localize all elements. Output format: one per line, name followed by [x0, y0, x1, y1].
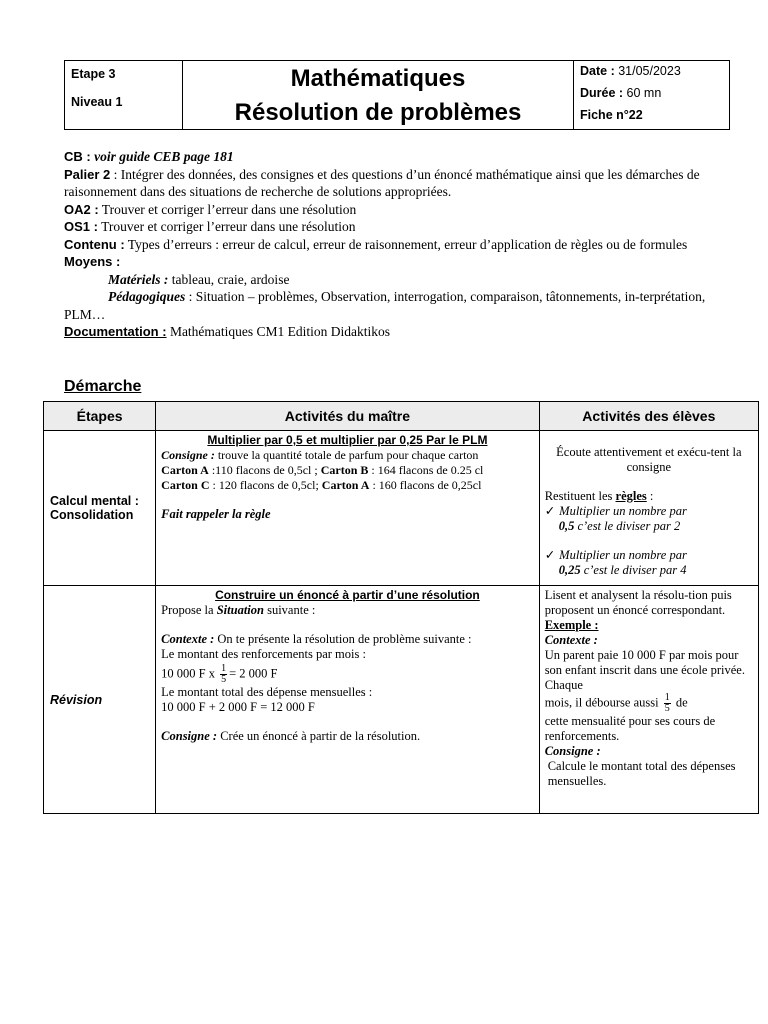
rule-1-line-a: Multiplier un nombre par — [559, 504, 687, 518]
carton-b-text: : 164 flacons de 0.25 cl — [368, 463, 484, 477]
calc-1-a: 10 000 F x — [161, 666, 219, 681]
check-icon: ✓ — [544, 548, 556, 562]
title-line-2: Résolution de problèmes — [234, 99, 522, 126]
exemple-text-line: Un parent paie 10 000 F par mois pour son enfant inscrit dans une école privée. Chaque — [544, 648, 745, 692]
stage-line: Calcul mental : — [50, 494, 139, 508]
maitre-cell-2 — [156, 586, 540, 814]
contexte2-label: Contexte : — [544, 633, 598, 647]
calc-line-2: 10 000 F + 2 000 F = 12 000 F — [161, 700, 315, 714]
documentation-label: Documentation : — [64, 324, 167, 339]
fiche-row — [580, 108, 723, 130]
restituent-line — [545, 489, 753, 504]
consigne-line — [161, 448, 534, 463]
palier-text: : Intégrer des données, des consignes et des questions d’un énoncé mathématique ainsi que les démarches de raisonnement dans des situations de recherche de solutions appropriées. — [64, 166, 700, 199]
niveau-label: Niveau 1 — [71, 95, 123, 109]
rule-1 — [545, 504, 753, 519]
carton-b-label: Carton B — [320, 463, 369, 477]
title-line-1: Mathématiques — [290, 65, 466, 92]
ecoute-text: Écoute attentivement et exécu-tent la consigne — [556, 445, 742, 474]
header-title — [183, 61, 574, 129]
date-label: Date : — [580, 64, 615, 78]
check-icon: ✓ — [544, 504, 556, 518]
table-header-row — [44, 402, 759, 431]
rule-1-rest: c’est le diviser par 2 — [574, 519, 681, 533]
contenu-text: Types d’erreurs : erreur de calcul, erreur de raisonnement, erreur d’application de règles ou de formules — [124, 236, 688, 252]
propose-line — [161, 603, 534, 618]
materiels-text: tableau, craie, ardoise — [168, 271, 290, 287]
consigne-text: Crée un énoncé à partir de la résolution. — [217, 729, 421, 743]
rule-1-b — [545, 519, 753, 534]
header-box — [64, 60, 730, 130]
consigne2-line — [545, 744, 753, 759]
contenu-line — [64, 236, 734, 254]
contexte-label: Contexte : — [161, 632, 215, 646]
contenu-label: Contenu : — [64, 236, 125, 252]
moyens-label: Moyens : — [64, 254, 121, 269]
header-activites-eleves: Activités des élèves — [539, 402, 758, 431]
fraction-num: 1 — [664, 692, 670, 703]
fraction-num: 1 — [221, 663, 227, 674]
demarche-table — [43, 401, 759, 814]
os1-label: OS1 : — [64, 219, 98, 234]
eleves-cell-1 — [539, 431, 758, 586]
consigne2-text: Calcule le montant total des dépenses mensuelles. — [547, 759, 736, 788]
exemple-mois: mois, il débourse aussi — [544, 695, 662, 710]
montant-line: Le montant des renforcements par mois : — [161, 647, 366, 661]
date-value: 31/05/2023 — [614, 64, 681, 78]
maitre-cell-1 — [156, 431, 540, 586]
carton-c-label: Carton C — [161, 478, 210, 492]
total-line: Le montant total des dépense mensuelles : — [161, 685, 373, 699]
carton-a2-text: : 160 flacons de 0,25cl — [369, 478, 482, 492]
fraction — [664, 693, 671, 714]
documentation-line — [64, 323, 734, 341]
duree-row — [580, 86, 723, 108]
documentation-text: Mathématiques CM1 Edition Didaktikos — [166, 324, 391, 339]
calc-1-b: = 2 000 F — [229, 666, 278, 681]
materiels-line — [64, 271, 734, 289]
rule-2-b — [545, 563, 753, 578]
consigne-line — [161, 729, 534, 744]
activity-title: Construire un énoncé à partir d’une résolution — [215, 588, 480, 602]
contexte-line — [161, 632, 534, 647]
header-left — [65, 61, 183, 129]
propose-text: Propose la — [161, 603, 217, 617]
exemple-de: de — [672, 695, 688, 710]
regles-text: règles — [615, 489, 647, 503]
consigne-label: Consigne : — [161, 448, 215, 462]
exemple-text: Exemple : — [544, 618, 599, 632]
lesson-info — [64, 148, 734, 341]
oa2-label: OA2 : — [64, 201, 99, 217]
calc-line-1 — [161, 664, 534, 685]
contexte-label-line — [545, 633, 753, 648]
suivante-text: suivante : — [263, 603, 316, 617]
header-right — [574, 61, 729, 129]
pedago-line — [64, 288, 734, 323]
fraction — [220, 664, 227, 685]
header-etapes: Étapes — [44, 402, 156, 431]
oa2-line — [64, 201, 734, 219]
fiche-label: Fiche n°22 — [580, 108, 643, 122]
duree-value: 60 mn — [623, 86, 662, 100]
rule-1-bold: 0,5 — [558, 519, 575, 533]
carton-a-label: Carton A — [161, 463, 209, 477]
fraction-den: 5 — [664, 703, 670, 714]
palier-label: Palier 2 — [64, 166, 111, 182]
carton-a2-label: Carton A — [321, 478, 370, 492]
restituent-end: : — [646, 489, 654, 503]
carton-c-text: : 120 flacons de 0,5cl; — [209, 478, 322, 492]
eleves-cell-2 — [539, 586, 758, 814]
rule-2-line-a: Multiplier un nombre par — [559, 548, 687, 562]
exemple-mois-line — [545, 693, 753, 714]
exemple-end: cette mensualité pour ses cours de renforcements. — [544, 714, 716, 743]
materiels-label: Matériels : — [108, 271, 169, 287]
cb-text: voir guide CEB page 181 — [90, 149, 234, 164]
os1-line — [64, 218, 734, 236]
header-activites-maitre: Activités du maître — [156, 402, 540, 431]
stage-line: Consolidation — [50, 508, 134, 522]
rappel-line: Fait rappeler la règle — [161, 507, 271, 521]
stage-line: Révision — [50, 692, 103, 707]
palier-line — [64, 166, 734, 201]
situation-text: Situation — [216, 603, 264, 617]
cb-line — [64, 148, 734, 166]
pedago-label: Pédagogiques — [108, 289, 186, 304]
table-row — [44, 431, 759, 586]
rule-2-rest: c’est le diviser par 4 — [580, 563, 687, 577]
moyens-line — [64, 253, 734, 271]
demarche-heading: Démarche — [64, 378, 142, 395]
cb-label: CB : — [64, 149, 91, 164]
table-row — [44, 586, 759, 814]
exemple-label — [545, 618, 753, 633]
duree-label: Durée : — [580, 86, 624, 100]
carton-a-text: :110 flacons de 0,5cl ; — [208, 463, 321, 477]
stage-calcul-mental — [44, 431, 156, 586]
restituent-text: Restituent les — [544, 489, 616, 503]
contexte-text: On te présente la résolution de problème suivante : — [214, 632, 472, 646]
activity-title: Multiplier par 0,5 et multiplier par 0,25 Par le PLM — [207, 433, 488, 447]
stage-revision — [44, 586, 156, 814]
date-row — [580, 64, 723, 86]
consigne-label: Consigne : — [161, 729, 218, 743]
cartons-line-1 — [161, 463, 534, 478]
os1-text: Trouver et corriger l’erreur dans une résolution — [97, 219, 356, 234]
consigne-text: trouve la quantité totale de parfum pour chaque carton — [214, 448, 479, 462]
cartons-line-2 — [161, 478, 534, 493]
etape-label: Etape 3 — [71, 67, 116, 81]
rule-2 — [545, 548, 753, 563]
consigne2-label: Consigne : — [544, 744, 601, 758]
fraction-den: 5 — [221, 674, 227, 685]
oa2-text: Trouver et corriger l’erreur dans une résolution — [98, 201, 357, 217]
rule-2-bold: 0,25 — [558, 563, 581, 577]
pedago-text: : Situation – problèmes, Observation, interrogation, comparaison, tâtonnements, in-terprétation, PLM… — [64, 289, 706, 322]
eleve-intro: Lisent et analysent la résolu-tion puis proposent un énoncé correspondant. — [544, 588, 732, 617]
